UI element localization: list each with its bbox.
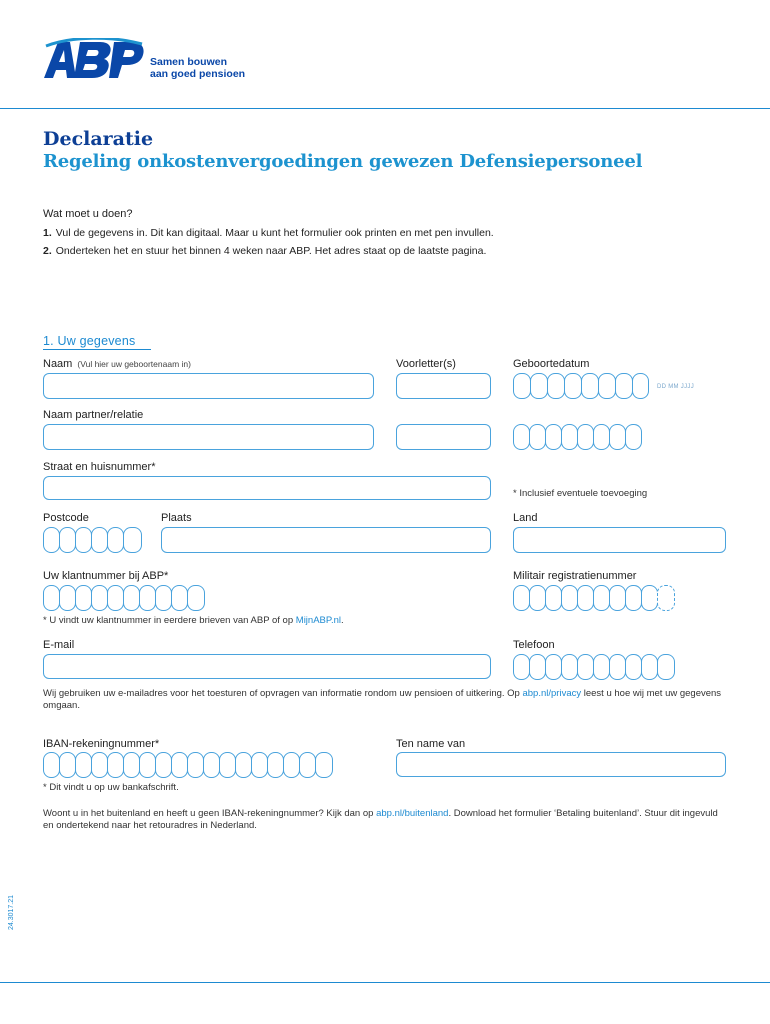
tagline-line2: aan goed pensioen <box>150 68 246 80</box>
date-cell[interactable] <box>529 424 546 450</box>
iban-note: * Dit vindt u op uw bankafschrift. <box>43 782 179 793</box>
partner-voorletters-input[interactable] <box>396 424 491 450</box>
tenname-label: Ten name van <box>396 738 466 750</box>
date-cell[interactable] <box>581 373 599 399</box>
militair-cell[interactable] <box>561 585 578 611</box>
klantnummer-cell[interactable] <box>155 585 172 611</box>
iban-cell[interactable] <box>91 752 108 778</box>
klantnummer-cell[interactable] <box>171 585 188 611</box>
iban-cell[interactable] <box>299 752 316 778</box>
militair-cell[interactable] <box>545 585 562 611</box>
footer-divider <box>0 982 770 983</box>
telefoon-cell[interactable] <box>593 654 610 680</box>
plaats-label: Plaats <box>161 512 192 524</box>
klantnummer-cell[interactable] <box>59 585 76 611</box>
date-format-hint: DD MM JJJJ <box>657 384 694 390</box>
iban-cell[interactable] <box>283 752 300 778</box>
iban-cell[interactable] <box>251 752 268 778</box>
telefoon-cell[interactable] <box>657 654 675 680</box>
abp-logo <box>42 38 146 80</box>
klantnummer-cell[interactable] <box>107 585 124 611</box>
buitenland-note: Woont u in het buitenland en heeft u geen IBAN-rekeningnummer? Kijk dan op abp.nl/buitenland. Download het formulier ‘Betaling buitenland’. Stuur dit ingevuld en ondertekend naar het retouradres in Nederland. <box>43 808 718 831</box>
partner-geboortedatum-input[interactable] <box>513 424 641 450</box>
iban-cell[interactable] <box>43 752 60 778</box>
klantnummer-cell[interactable] <box>43 585 60 611</box>
militair-cell[interactable] <box>657 585 675 611</box>
telefoon-cell[interactable] <box>513 654 530 680</box>
iban-cell[interactable] <box>123 752 140 778</box>
date-cell[interactable] <box>632 373 649 399</box>
klantnummer-note: * U vindt uw klantnummer in eerdere brieven van ABP of op MijnABP.nl. <box>43 615 344 626</box>
telefoon-cell[interactable] <box>641 654 658 680</box>
iban-cell[interactable] <box>171 752 188 778</box>
militair-cell[interactable] <box>641 585 658 611</box>
straat-input[interactable] <box>43 476 491 500</box>
klantnummer-cell[interactable] <box>91 585 108 611</box>
militair-cell[interactable] <box>529 585 546 611</box>
telefoon-cell[interactable] <box>609 654 626 680</box>
date-cell[interactable] <box>545 424 562 450</box>
instructions-heading: Wat moet u doen? <box>43 208 133 220</box>
iban-cell[interactable] <box>187 752 204 778</box>
klantnummer-label: Uw klantnummer bij ABP* <box>43 570 169 582</box>
klantnummer-input[interactable] <box>43 585 204 611</box>
date-cell[interactable] <box>625 424 642 450</box>
telefoon-cell[interactable] <box>561 654 578 680</box>
militair-label: Militair registratienummer <box>513 570 637 582</box>
buitenland-link[interactable]: abp.nl/buitenland <box>376 808 449 819</box>
tagline-line1: Samen bouwen <box>150 56 228 68</box>
land-input[interactable] <box>513 527 726 553</box>
iban-cell[interactable] <box>107 752 124 778</box>
klantnummer-cell[interactable] <box>123 585 140 611</box>
privacy-note: Wij gebruiken uw e-mailadres voor het toesturen of opvragen van informatie rondom uw pensioen of uitkering. Op abp.nl/privacy leest u hoe wij met uw gegevens omgaan. <box>43 688 722 711</box>
geboortedatum-input[interactable] <box>513 373 648 399</box>
date-cell[interactable] <box>598 373 616 399</box>
iban-cell[interactable] <box>267 752 284 778</box>
iban-cell[interactable] <box>315 752 333 778</box>
straat-note: * Inclusief eventuele toevoeging <box>513 488 648 499</box>
postcode-cell[interactable] <box>123 527 142 553</box>
iban-cell[interactable] <box>139 752 156 778</box>
militair-cell[interactable] <box>609 585 626 611</box>
privacy-link[interactable]: abp.nl/privacy <box>522 688 582 699</box>
iban-cell[interactable] <box>59 752 76 778</box>
klantnummer-cell[interactable] <box>187 585 205 611</box>
logo-tagline <box>150 56 245 80</box>
iban-cell[interactable] <box>155 752 172 778</box>
page-subtitle: Regeling onkostenvergoedingen gewezen Defensiepersoneel <box>43 151 643 172</box>
telefoon-cell[interactable] <box>577 654 594 680</box>
email-label: E-mail <box>43 639 75 651</box>
naam-label: Naam (Vul hier uw geboortenaam in) <box>43 358 191 370</box>
voorletters-input[interactable] <box>396 373 491 399</box>
postcode-cell[interactable] <box>43 527 60 553</box>
mijnabp-link[interactable]: MijnABP.nl <box>295 615 342 626</box>
militair-cell[interactable] <box>577 585 594 611</box>
voorletters-label: Voorletter(s) <box>396 358 456 370</box>
section-title-underline <box>43 349 151 350</box>
telefoon-cell[interactable] <box>545 654 562 680</box>
partner-label: Naam partner/relatie <box>43 409 144 421</box>
militair-cell[interactable] <box>513 585 530 611</box>
postcode-label: Postcode <box>43 512 89 524</box>
date-cell[interactable] <box>577 424 594 450</box>
postcode-cell[interactable] <box>107 527 124 553</box>
postcode-input[interactable] <box>43 527 141 553</box>
date-cell[interactable] <box>513 424 530 450</box>
date-cell[interactable] <box>615 373 633 399</box>
date-cell[interactable] <box>547 373 565 399</box>
iban-label: IBAN-rekeningnummer* <box>43 738 160 750</box>
klantnummer-cell[interactable] <box>139 585 156 611</box>
date-cell[interactable] <box>513 373 531 399</box>
naam-input[interactable] <box>43 373 374 399</box>
militair-input[interactable] <box>513 585 674 611</box>
section-title: 1. Uw gegevens <box>43 334 136 348</box>
iban-input[interactable] <box>43 752 332 778</box>
header-divider <box>0 108 770 109</box>
date-cell[interactable] <box>561 424 578 450</box>
telefoon-label: Telefoon <box>513 639 555 651</box>
partner-naam-input[interactable] <box>43 424 374 450</box>
land-label: Land <box>513 512 538 524</box>
postcode-cell[interactable] <box>59 527 76 553</box>
telefoon-cell[interactable] <box>625 654 642 680</box>
iban-cell[interactable] <box>219 752 236 778</box>
date-cell[interactable] <box>564 373 582 399</box>
militair-cell[interactable] <box>593 585 610 611</box>
militair-cell[interactable] <box>625 585 642 611</box>
page-title: Declaratie <box>43 128 154 150</box>
naam-hint: (Vul hier uw geboortenaam in) <box>77 359 191 369</box>
plaats-input[interactable] <box>161 527 491 553</box>
iban-cell[interactable] <box>235 752 252 778</box>
geboortedatum-label: Geboortedatum <box>513 358 590 370</box>
klantnummer-cell[interactable] <box>75 585 92 611</box>
tenname-input[interactable] <box>396 752 726 777</box>
telefoon-input[interactable] <box>513 654 674 680</box>
date-cell[interactable] <box>530 373 548 399</box>
iban-cell[interactable] <box>203 752 220 778</box>
instruction-step-2: 2. Onderteken het en stuur het binnen 4 weken naar ABP. Het adres staat op de laatste pagina. <box>43 245 487 257</box>
email-input[interactable] <box>43 654 491 679</box>
form-code: 24.3017.21 <box>8 894 15 930</box>
date-cell[interactable] <box>593 424 610 450</box>
straat-label: Straat en huisnummer* <box>43 461 156 473</box>
postcode-cell[interactable] <box>91 527 108 553</box>
postcode-cell[interactable] <box>75 527 92 553</box>
iban-cell[interactable] <box>75 752 92 778</box>
date-cell[interactable] <box>609 424 626 450</box>
instruction-step-1: 1. Vul de gegevens in. Dit kan digitaal. Maar u kunt het formulier ook printen en met pen invullen. <box>43 227 494 239</box>
telefoon-cell[interactable] <box>529 654 546 680</box>
